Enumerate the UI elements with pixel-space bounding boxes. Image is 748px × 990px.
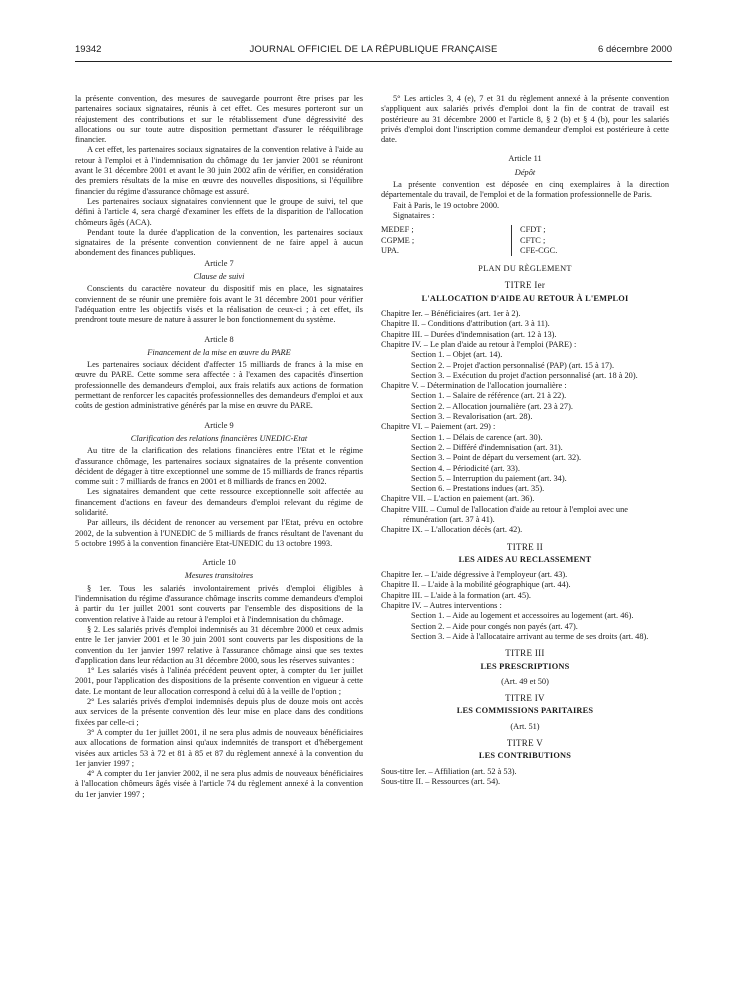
toc-chapter-line: Chapitre III. – Durées d'indemnisation (art. 12 à 13).	[381, 329, 557, 339]
toc-section-line: Section 3. – Revalorisation (art. 28).	[411, 412, 533, 422]
paragraph: 2° Les salariés privés d'emploi indemnisés depuis plus de douze mois ont accès aux services de la présente convention dès leur mise en place dans des conditions fixées par celle-ci ;	[75, 697, 363, 727]
signatories	[381, 225, 669, 256]
paragraph: A cet effet, les partenaires sociaux signataires de la convention relative à l'aide au retour à l'emploi et à l'indemnisation du chômage du 1er janvier 2001 se réuniront avant le 31 décembre 2001 et avant le 30 juin 2002 afin de vérifier, en considération des premiers résultats de la mise en œuvre des nouvelles dispositions, si l'équilibre financier du régime d'assurance chômage est assuré.	[75, 145, 363, 196]
toc-chapter-line: Chapitre II. – L'aide à la mobilité géographique (art. 44).	[381, 580, 571, 590]
toc-section-line: Section 1. – Objet (art. 14).	[411, 350, 503, 360]
titre-heading: LES AIDES AU RECLASSEMENT	[458, 554, 592, 564]
toc-chapter-line: Chapitre IV. – Le plan d'aide au retour à l'emploi (PARE) :	[381, 339, 577, 349]
toc-section-line: Section 2. – Projet d'action personnalisé (PAP) (art. 15 à 17).	[411, 360, 615, 370]
toc-section-line: Section 1. – Délais de carence (art. 30).	[411, 432, 543, 442]
signatories-unions	[511, 225, 557, 256]
signatory: MEDEF ;	[381, 225, 414, 235]
place-date: Fait à Paris, le 19 octobre 2000.	[393, 200, 500, 210]
titre-heading: L'ALLOCATION D'AIDE AU RETOUR À L'EMPLOI	[421, 293, 629, 303]
plan-title: PLAN DU RÈGLEMENT	[478, 264, 572, 274]
toc-section-line: Section 1. – Salaire de référence (art. 21 à 22).	[411, 391, 567, 401]
article-label: Article 9	[204, 420, 234, 430]
article-label: Article 11	[508, 154, 542, 164]
toc-chapter-line: Sous-titre II. – Ressources (art. 54).	[381, 776, 501, 786]
titre-label: TITRE Ier	[504, 280, 546, 291]
toc-section-line: Section 5. – Interruption du paiement (art. 34).	[411, 473, 567, 483]
paragraph: 3° A compter du 1er juillet 2001, il ne sera plus admis de nouveaux bénéficiaires aux allocations de formation ainsi qu'aux indemnités de transport et d'hébergement visées aux articles 53 à 72 et 81 à 85 et 87 du règlement annexé à la convention du 1er janvier 1997 ;	[75, 727, 363, 768]
toc-section-line: Section 3. – Exécution du projet d'action personnalisé (art. 18 à 20).	[411, 370, 638, 380]
toc-chapter-line: Chapitre II. – Conditions d'attribution (art. 3 à 11).	[381, 319, 550, 329]
toc-section-line: Section 2. – Aide pour congés non payés (art. 47).	[411, 621, 578, 631]
journal-title: JOURNAL OFFICIEL DE LA RÉPUBLIQUE FRANÇAISE	[249, 44, 498, 55]
titre-heading: LES PRESCRIPTIONS	[480, 661, 570, 671]
signatory: CGPME ;	[381, 235, 415, 245]
toc-section-line: Section 6. – Prestations indues (art. 35).	[411, 484, 545, 494]
header-rule	[75, 61, 672, 62]
paragraph: Par ailleurs, ils décident de renoncer au versement par l'Etat, prévu en octobre 2002, de la subvention à l'UNEDIC de 5 milliards de francs résultant de l'avenant du 5 octobre 1995 à la convention financière Etat-UNEDIC du 13 octobre 1993.	[75, 518, 363, 548]
titre-label: TITRE IV	[505, 693, 545, 704]
issue-date: 6 décembre 2000	[598, 44, 672, 55]
paragraph: 5° Les articles 3, 4 (e), 7 et 31 du règlement annexé à la présente convention s'appliquent aux salariés privés d'emploi dont la fin de contrat de travail est postérieure au 31 décembre 2000 et l'article 8, § 2 (b) et § 4 (b), pour les salariés privés d'emploi dont l'inscription comme demandeur d'emploi est postérieure à cette date.	[381, 94, 669, 145]
toc-chapter-line: Chapitre VI. – Paiement (art. 29) :	[381, 422, 496, 432]
toc-chapter-line: Chapitre V. – Détermination de l'allocation journalière :	[381, 381, 567, 391]
signatory: CFTC ;	[520, 235, 546, 245]
toc-chapter-line: Chapitre IV. – Autres interventions :	[381, 601, 502, 611]
signatory: CFDT ;	[520, 225, 546, 235]
article-title: Financement de la mise en œuvre du PARE	[147, 347, 291, 357]
article-title: Clause de suivi	[193, 272, 245, 282]
titre2-contents	[381, 570, 669, 642]
paragraph: Pendant toute la durée d'application de la convention, les partenaires sociaux signataires de la présente convention conviennent de ne faire appel à aucun abondement des finances publiques.	[75, 227, 363, 258]
titre5-contents	[381, 767, 669, 788]
titre1-contents	[381, 309, 669, 536]
toc-chapter-line: Chapitre III. – L'aide à la formation (art. 45).	[381, 590, 532, 600]
titre-article-range: (Art. 49 et 50)	[501, 676, 549, 686]
right-column	[381, 94, 669, 787]
article-label: Article 7	[204, 258, 234, 268]
toc-section-line: Section 3. – Aide à l'allocataire arrivant au terme de ses droits (art. 48).	[411, 631, 649, 641]
article-title: Mesures transitoires	[184, 571, 254, 581]
article-label: Article 8	[204, 334, 234, 344]
signatories-label: Signataires :	[393, 210, 435, 220]
article-label: Article 10	[202, 558, 236, 568]
toc-chapter-line: Chapitre Ier. – L'aide dégressive à l'employeur (art. 43).	[381, 570, 568, 580]
titre-heading: LES CONTRIBUTIONS	[478, 751, 572, 761]
paragraph: la présente convention, des mesures de sauvegarde pourront être prises par les partenaires sociaux signataires, réunis à cet effet. Ces mesures porteront sur un réajustement des contributions et sur le rétablissement d'une dégressivité des allocations ou sur toute autre disposition permettant d'assurer le rééquilibrage financier.	[75, 94, 363, 145]
paragraph: Les signataires demandent que cette ressource exceptionnelle soit affectée au financement d'actions en faveur des demandeurs d'emploi relevant du régime de solidarité.	[75, 487, 363, 517]
toc-chapter-line: Sous-titre Ier. – Affiliation (art. 52 à 53).	[381, 766, 517, 776]
titre-heading: LES COMMISSIONS PARITAIRES	[456, 706, 594, 716]
paragraph: 1° Les salariés visés à l'alinéa précédent peuvent opter, à compter du 1er juillet 2001, pour l'application des dispositions de la présente convention en vigueur à cette date. Le montant de leur allocation correspond à celui dû à la veille de l'option ;	[75, 666, 363, 696]
paragraph: 4° A compter du 1er janvier 2002, il ne sera plus admis de nouveaux bénéficiaires à l'allocation chômeurs âgés visée à l'article 74 du règlement annexé à la convention du 1er janvier 1997 ;	[75, 769, 363, 799]
left-column	[75, 94, 363, 800]
paragraph: Conscients du caractère novateur du dispositif mis en place, les signataires conviennent de se réunir une première fois avant le 31 décembre 2001 pour vérifier l'adéquation entre les objectifs visés et la réalisation de ceux-ci ; à cet effet, ils prendront toute mesure de nature à assurer le bon fonctionnement du système.	[75, 284, 363, 325]
toc-chapter-line: Chapitre VII. – L'action en paiement (art. 36).	[381, 494, 535, 504]
toc-section-line: Section 4. – Périodicité (art. 33).	[411, 463, 520, 473]
titre-article-range: (Art. 51)	[510, 721, 540, 731]
toc-chapter-line: Chapitre IX. – L'allocation décès (art. 42).	[381, 525, 523, 535]
signatory: UPA.	[381, 245, 400, 255]
toc-section-line: Section 3. – Point de départ du versement (art. 32).	[411, 453, 582, 463]
toc-section-line: Section 1. – Aide au logement et accessoires au logement (art. 46).	[411, 611, 634, 621]
signatory: CFE-CGC.	[520, 245, 558, 255]
signatories-employers	[381, 225, 511, 256]
article-title: Clarification des relations financières UNEDIC-Etat	[130, 433, 308, 443]
page-header	[75, 44, 672, 58]
paragraph: § 2. Les salariés privés d'emploi indemnisés au 31 décembre 2000 et ceux admis entre le 1er janvier 2001 et le 30 juin 2001 sont couverts par les dispositions de la convention du 1er janvier 1997 relative à l'assurance chômage ainsi que ses textes d'application dans leur rédaction au 31 décembre 2000, sous les réserves suivantes :	[75, 624, 363, 665]
article-title: Dépôt	[514, 167, 536, 177]
paragraph: La présente convention est déposée en cinq exemplaires à la direction départementale du travail, de l'emploi et de la formation professionnelle de Paris.	[381, 180, 669, 200]
paragraph: § 1er. Tous les salariés involontairement privés d'emploi éligibles à l'indemnisation du régime d'assurance chômage inscrits comme demandeurs d'emploi à partir du 1er juillet 2001 sont couverts par l'ensemble des dispositions de la convention relative à l'aide au retour à l'emploi et à l'indemnisation du chômage.	[75, 583, 363, 624]
toc-chapter-line: Chapitre VIII. – Cumul de l'allocation d'aide au retour à l'emploi avec une rémunération (art. 37 à 41).	[381, 504, 628, 524]
toc-section-line: Section 2. – Différé d'indemnisation (art. 31).	[411, 442, 563, 452]
paragraph: Au titre de la clarification des relations financières entre l'Etat et le régime d'assurance chômage, les partenaires sociaux signataires de la présente convention décident de dégager à titre exceptionnel une somme de 15 milliards de francs répartis comme suit : 7 milliards de francs en 2001 et 8 milliards de francs en 2002.	[75, 446, 363, 487]
titre-label: TITRE II	[506, 541, 544, 552]
titre-label: TITRE III	[505, 648, 545, 659]
page-number: 19342	[75, 44, 102, 55]
paragraph: Les partenaires sociaux décident d'affecter 15 milliards de francs à la mise en œuvre du PARE. Cette somme sera affectée : à l'examen des capacités d'insertion professionnelle des demandeurs d'emploi, aux frais relatifs aux actions de formation permettant de renforcer les capacités professionnelles des demandeurs d'emploi et aux coûts de gestion administrative générés par la mise en œuvre du PARE.	[75, 360, 363, 411]
titre-label: TITRE V	[506, 738, 544, 749]
paragraph: Les partenaires sociaux signataires conviennent que le groupe de suivi, tel que défini à l'article 4, sera chargé d'examiner les effets de la disparition de l'allocation chômeurs âgés (ACA).	[75, 196, 363, 227]
toc-section-line: Section 2. – Allocation journalière (art. 23 à 27).	[411, 401, 573, 411]
toc-chapter-line: Chapitre Ier. – Bénéficiaires (art. 1er à 2).	[381, 309, 521, 319]
